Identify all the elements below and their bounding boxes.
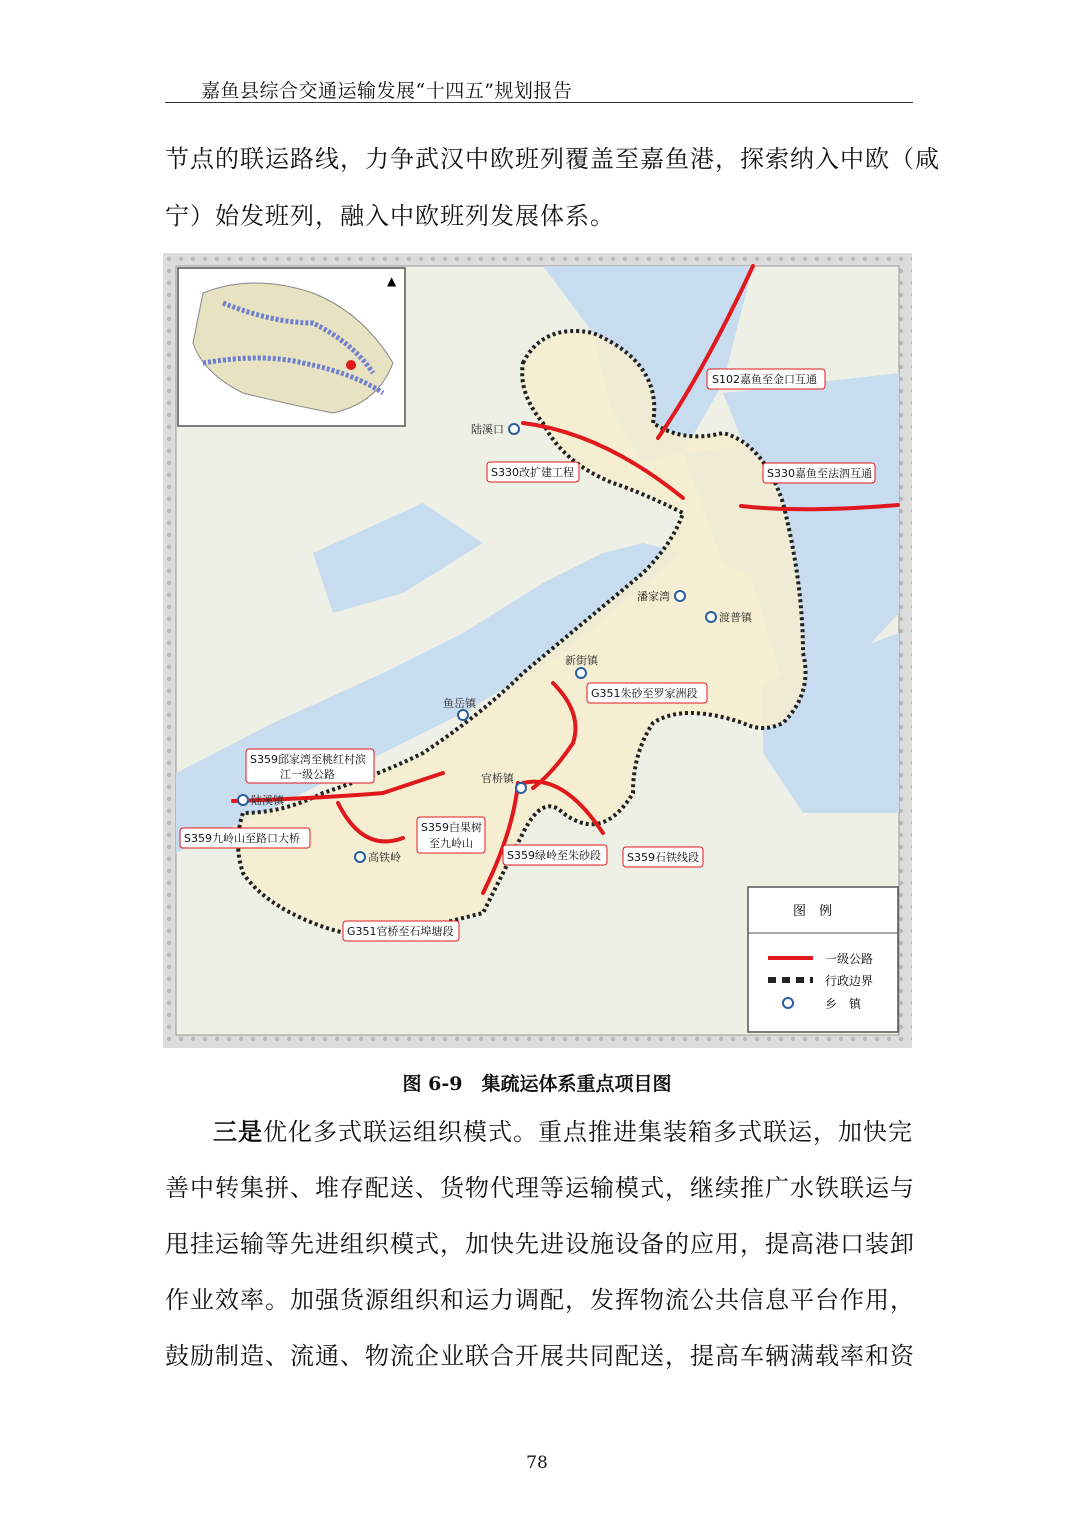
intro-line-1: 节点的联运路线，力争武汉中欧班列覆盖至嘉鱼港，探索纳入中欧（咸 — [165, 145, 940, 173]
body-line-1 — [165, 1115, 913, 1149]
svg-text:新街镇: 新街镇 — [565, 654, 598, 667]
svg-text:陆溪镇: 陆溪镇 — [251, 794, 284, 807]
label-s359-baiguoshu — [417, 817, 485, 853]
svg-text:官桥镇: 官桥镇 — [481, 772, 514, 785]
svg-text:S359石铁线段: S359石铁线段 — [627, 851, 699, 864]
project-map — [163, 253, 912, 1048]
svg-text:陆溪口: 陆溪口 — [471, 423, 504, 436]
svg-text:G351官桥至石埠塘段: G351官桥至石埠塘段 — [347, 925, 454, 938]
header-title: 嘉鱼县综合交通运输发展“十四五”规划报告 — [201, 80, 573, 102]
label-s102 — [707, 369, 825, 389]
svg-text:S359九岭山至路口大桥: S359九岭山至路口大桥 — [184, 832, 300, 845]
svg-text:江一级公路: 江一级公路 — [280, 768, 335, 781]
legend-title: 图 例 — [793, 904, 833, 919]
svg-text:▲: ▲ — [387, 274, 397, 288]
svg-text:S330嘉鱼至法泗互通: S330嘉鱼至法泗互通 — [767, 467, 872, 480]
map-legend — [748, 887, 898, 1032]
label-s330-rebuild — [487, 462, 579, 482]
map-svg — [163, 253, 912, 1048]
body-line-5: 鼓励制造、流通、物流企业联合开展共同配送，提高车辆满载率和资 — [165, 1342, 915, 1370]
label-s359-shitie — [623, 847, 703, 867]
page-number: 78 — [526, 1453, 548, 1473]
svg-text:S102嘉鱼至金口互通: S102嘉鱼至金口互通 — [712, 373, 817, 386]
page-header — [165, 74, 913, 103]
legend-town-label: 乡 镇 — [825, 997, 862, 1011]
legend-road-label: 一级公路 — [825, 952, 874, 966]
figure-caption: 图 6-9 集疏运体系重点项目图 — [402, 1073, 672, 1095]
label-s330-fasi — [763, 463, 875, 483]
label-g351-luojiazhou — [587, 683, 707, 703]
legend-town-symbol — [783, 998, 793, 1008]
town-3 — [706, 610, 753, 624]
body-line-4: 作业效率。加强货源组织和运力调配，发挥物流公共信息平台作用， — [165, 1286, 915, 1314]
town-2 — [637, 589, 685, 603]
svg-text:渡普镇: 渡普镇 — [719, 611, 752, 624]
intro-line-2: 宁）始发班列，融入中欧班列发展体系。 — [165, 202, 615, 230]
svg-text:鱼岳镇: 鱼岳镇 — [443, 697, 476, 710]
svg-text:S359白果树: S359白果树 — [421, 821, 482, 834]
town-8 — [355, 850, 401, 864]
label-s359-lvling — [503, 845, 607, 865]
label-s359-jiulingshan — [180, 828, 310, 848]
body-line-1-text: 优化多式联运组织模式。重点推进集装箱多式联运，加快完 — [263, 1118, 913, 1146]
town-7 — [238, 793, 285, 807]
label-s359-qiujiawan — [246, 749, 374, 783]
label-g351-shibutang — [343, 921, 459, 941]
body-line-2: 善中转集拼、堆存配送、货物代理等运输模式，继续推广水铁联运与 — [165, 1174, 915, 1202]
body-lead: 三是 — [213, 1117, 263, 1146]
svg-text:至九岭山: 至九岭山 — [429, 837, 473, 850]
legend-boundary-label: 行政边界 — [825, 974, 874, 988]
body-line-3: 甩挂运输等先进组织模式，加快先进设施设备的应用，提高港口装卸 — [165, 1230, 915, 1258]
svg-text:高铁岭: 高铁岭 — [368, 851, 401, 864]
svg-text:S359绿岭至朱砂段: S359绿岭至朱砂段 — [507, 849, 601, 862]
inset-map — [178, 268, 405, 426]
svg-text:S359邱家湾至桃红村滨: S359邱家湾至桃红村滨 — [250, 753, 366, 766]
svg-text:G351朱砂至罗家洲段: G351朱砂至罗家洲段 — [591, 687, 698, 700]
svg-text:潘家湾: 潘家湾 — [637, 590, 670, 603]
svg-text:S330改扩建工程: S330改扩建工程 — [491, 466, 574, 479]
town-1 — [471, 422, 519, 436]
